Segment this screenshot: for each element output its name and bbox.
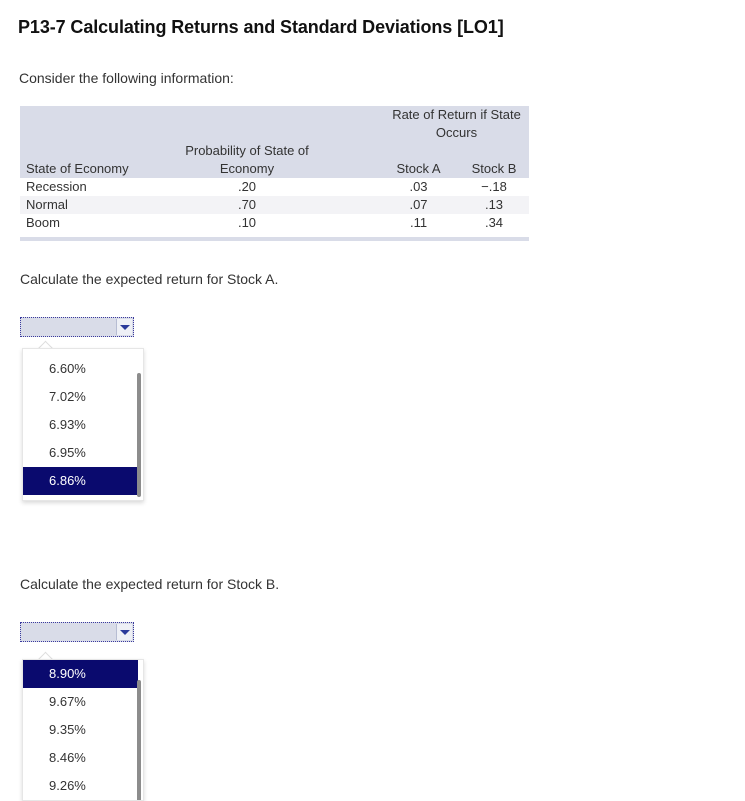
- cell-stock-b: −.18: [453, 178, 529, 196]
- cell-stock-a: .03: [378, 178, 453, 196]
- cell-state: Boom: [20, 214, 166, 232]
- cell-stock-a: .07: [378, 196, 453, 214]
- header-group-label: Rate of Return if State Occurs: [378, 106, 529, 142]
- option-stock-b-highlighted[interactable]: 8.90%: [23, 660, 138, 688]
- page-title: P13-7 Calculating Returns and Standard Deviations [LO1]: [18, 17, 504, 37]
- option-stock-b[interactable]: 9.67%: [49, 694, 86, 709]
- header-stock-a: Stock A: [378, 142, 453, 178]
- table-row: [20, 196, 529, 214]
- header-probability: Probability of State of Economy: [166, 142, 322, 178]
- cell-probability: .20: [166, 178, 322, 196]
- option-stock-a[interactable]: 6.95%: [49, 445, 86, 460]
- table-row: [20, 178, 529, 196]
- cell-stock-b: .13: [453, 196, 529, 214]
- question-stock-b: Calculate the expected return for Stock B.: [20, 576, 280, 592]
- table-row: [20, 214, 529, 232]
- chevron-down-icon[interactable]: [116, 624, 132, 640]
- cell-stock-a: .11: [378, 214, 453, 232]
- stock-a-options-list: [22, 348, 144, 501]
- option-stock-a[interactable]: 6.60%: [49, 361, 86, 376]
- question-stock-a: Calculate the expected return for Stock A.: [20, 271, 279, 287]
- option-stock-b[interactable]: 9.35%: [49, 722, 86, 737]
- option-stock-b[interactable]: 8.46%: [49, 750, 86, 765]
- scrollbar[interactable]: [137, 373, 141, 497]
- option-stock-a[interactable]: 7.02%: [49, 389, 86, 404]
- option-stock-a[interactable]: 6.93%: [49, 417, 86, 432]
- scrollbar[interactable]: [137, 680, 141, 801]
- option-stock-b[interactable]: 9.26%: [49, 778, 86, 793]
- stock-b-options-list: [22, 659, 144, 801]
- table-bottom-rule: [20, 232, 529, 239]
- cell-probability: .10: [166, 214, 322, 232]
- option-stock-a-highlighted[interactable]: 6.86%: [23, 467, 138, 495]
- stock-b-answer-select[interactable]: [20, 622, 134, 642]
- cell-state: Normal: [20, 196, 166, 214]
- stock-a-answer-select[interactable]: [20, 317, 134, 337]
- cell-stock-b: .34: [453, 214, 529, 232]
- header-stock-b: Stock B: [453, 142, 529, 178]
- cell-probability: .70: [166, 196, 322, 214]
- chevron-down-icon[interactable]: [116, 319, 132, 335]
- header-state: State of Economy: [20, 142, 166, 178]
- intro-text: Consider the following information:: [19, 70, 234, 86]
- returns-table: [20, 106, 529, 241]
- cell-state: Recession: [20, 178, 166, 196]
